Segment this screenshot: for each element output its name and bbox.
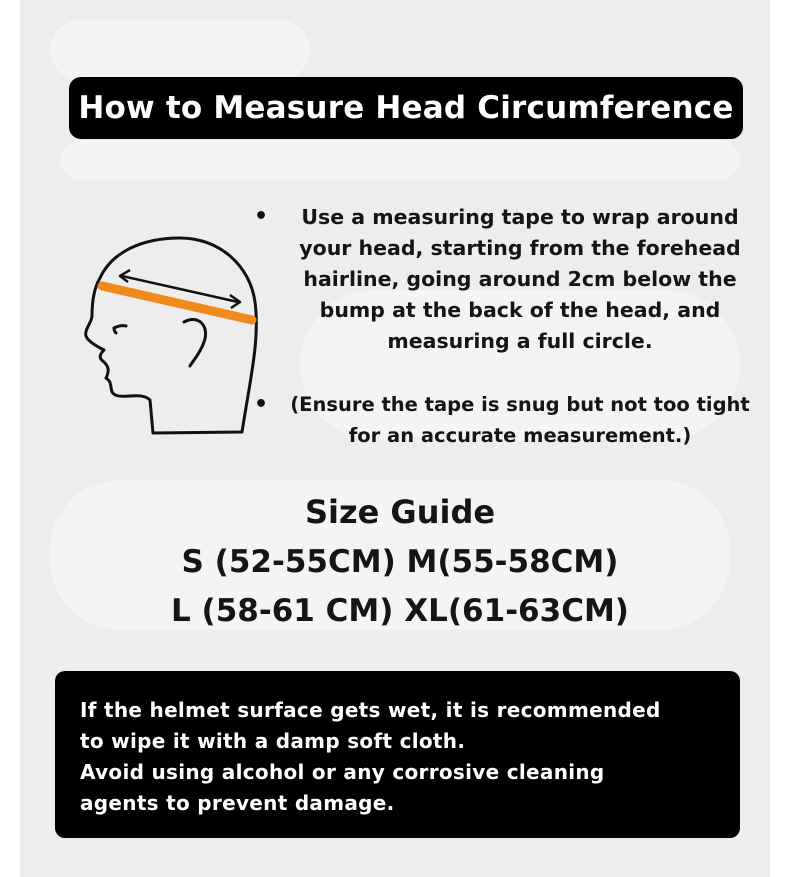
bullet-marker: •: [254, 204, 269, 229]
size-guide-title: Size Guide: [304, 493, 496, 531]
note-text: [270, 389, 770, 451]
care-line: to wipe it with a damp soft cloth.: [80, 729, 466, 753]
size-row: S (52-55CM) M(55-58CM): [181, 544, 619, 580]
eye-mark: [114, 326, 126, 328]
instruction-line: bump at the back of the head, and: [319, 298, 721, 322]
head-profile-icon: [80, 230, 270, 440]
care-line: If the helmet surface gets wet, it is recommended: [80, 698, 661, 722]
bullet-marker: •: [254, 392, 269, 417]
size-row: L (58-61 CM) XL(61-63CM): [171, 593, 629, 629]
note-line: for an accurate measurement.): [348, 424, 692, 447]
background-shape: [50, 20, 310, 80]
instruction-text: [290, 202, 750, 357]
ear-mark: [184, 319, 206, 366]
instruction-line: hairline, going around 2cm below the: [303, 267, 737, 291]
care-instructions-box: [55, 671, 740, 838]
instruction-line: your head, starting from the forehead: [299, 236, 741, 260]
care-line: Avoid using alcohol or any corrosive cleaning: [80, 760, 605, 784]
instruction-line: measuring a full circle.: [387, 329, 653, 353]
measuring-tape-icon: [102, 286, 252, 320]
page-title: How to Measure Head Circumference: [78, 90, 734, 126]
instruction-line: Use a measuring tape to wrap around: [301, 205, 739, 229]
background-shape: [60, 140, 740, 180]
note-line: (Ensure the tape is snug but not too tight: [290, 393, 750, 416]
head-outline: [86, 238, 257, 433]
title-banner: [69, 77, 743, 139]
care-line: agents to prevent damage.: [80, 791, 395, 815]
